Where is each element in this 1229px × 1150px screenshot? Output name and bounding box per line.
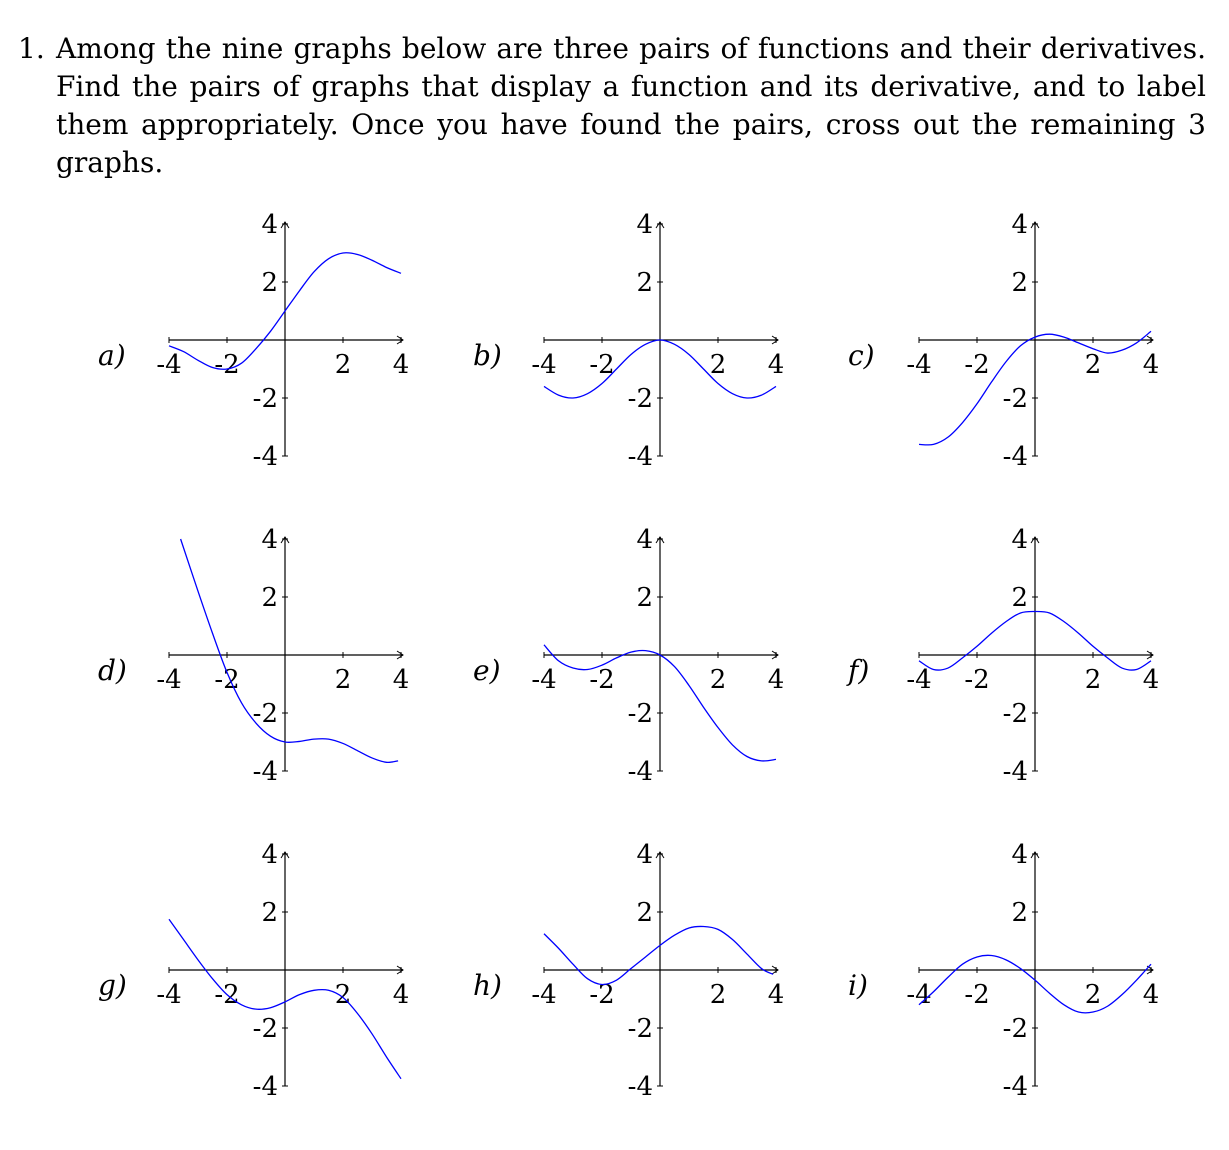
problem-text: Among the nine graphs below are three pairs of functions and their derivatives. Find the pairs of graphs that display a function and its derivative, and to label them appropriately. Once you have found the pairs, cross out the remaining 3 graphs.: [56, 32, 1206, 179]
panel-label: b): [473, 339, 502, 372]
x-tick-label: 4: [1142, 350, 1160, 380]
graph-f: [840, 515, 1170, 790]
x-tick-label: -4: [531, 350, 557, 380]
graph-c: [840, 200, 1170, 475]
x-tick-label: 4: [767, 665, 785, 695]
x-tick-label: -4: [531, 665, 557, 695]
function-curve: [544, 926, 773, 984]
graph-d: [90, 515, 420, 790]
panel-label: c): [848, 339, 875, 372]
panel-label: g): [98, 969, 127, 1002]
graph-b: [465, 200, 795, 475]
y-tick-label: 2: [636, 268, 653, 298]
y-tick-label: -2: [252, 384, 278, 414]
y-tick-label: -2: [627, 384, 653, 414]
x-tick-label: 4: [392, 665, 410, 695]
y-tick-label: -4: [1002, 757, 1028, 787]
panel-label: i): [848, 969, 868, 1002]
x-tick-label: 2: [1084, 350, 1102, 380]
y-tick-label: 4: [1011, 840, 1028, 870]
x-tick-label: -4: [906, 980, 932, 1010]
y-tick-label: 4: [1011, 210, 1028, 240]
y-tick-label: -2: [252, 699, 278, 729]
y-tick-label: 4: [636, 210, 653, 240]
x-tick-label: -2: [964, 980, 990, 1010]
y-tick-label: -4: [252, 1072, 278, 1102]
y-tick-label: 4: [636, 840, 653, 870]
y-tick-label: 2: [1011, 268, 1028, 298]
x-tick-label: 2: [1084, 980, 1102, 1010]
y-tick-label: 2: [636, 898, 653, 928]
x-tick-label: -2: [964, 350, 990, 380]
function-curve: [181, 539, 399, 762]
x-tick-label: 2: [334, 665, 352, 695]
y-tick-label: -4: [252, 757, 278, 787]
y-tick-label: 4: [261, 840, 278, 870]
panel-label: e): [473, 654, 501, 687]
y-tick-label: 4: [261, 525, 278, 555]
x-tick-label: -4: [531, 980, 557, 1010]
panel-label: f): [848, 654, 870, 687]
x-tick-label: 2: [334, 980, 352, 1010]
x-tick-label: -4: [156, 350, 182, 380]
panel-label: h): [473, 969, 502, 1002]
y-tick-label: 2: [636, 583, 653, 613]
x-tick-label: -2: [589, 980, 615, 1010]
x-tick-label: 2: [1084, 665, 1102, 695]
y-tick-label: -2: [1002, 699, 1028, 729]
x-tick-label: -2: [214, 665, 240, 695]
graph-g: [90, 830, 420, 1105]
y-tick-label: 2: [1011, 583, 1028, 613]
x-tick-label: -4: [906, 665, 932, 695]
y-tick-label: 2: [261, 898, 278, 928]
panel-label: a): [98, 339, 126, 372]
x-tick-label: -2: [589, 350, 615, 380]
x-tick-label: 4: [767, 350, 785, 380]
y-tick-label: -2: [1002, 384, 1028, 414]
x-tick-label: -2: [589, 665, 615, 695]
y-tick-label: 4: [636, 525, 653, 555]
y-tick-label: -2: [627, 1014, 653, 1044]
x-tick-label: 2: [709, 350, 727, 380]
x-tick-label: -4: [156, 665, 182, 695]
graph-a: [90, 200, 420, 475]
y-tick-label: 2: [261, 268, 278, 298]
x-tick-label: 2: [709, 980, 727, 1010]
y-tick-label: 2: [1011, 898, 1028, 928]
y-tick-label: 4: [1011, 525, 1028, 555]
x-tick-label: 2: [709, 665, 727, 695]
y-tick-label: -2: [252, 1014, 278, 1044]
y-tick-label: -4: [627, 442, 653, 472]
y-tick-label: -4: [627, 1072, 653, 1102]
x-tick-label: 4: [767, 980, 785, 1010]
x-tick-label: -2: [214, 980, 240, 1010]
x-tick-label: -4: [906, 350, 932, 380]
x-tick-label: 4: [1142, 980, 1160, 1010]
x-tick-label: 4: [1142, 665, 1160, 695]
x-tick-label: 4: [392, 350, 410, 380]
y-tick-label: -2: [627, 699, 653, 729]
y-tick-label: 4: [261, 210, 278, 240]
y-tick-label: -4: [252, 442, 278, 472]
x-tick-label: 4: [392, 980, 410, 1010]
problem-number: 1.: [18, 32, 45, 65]
x-tick-label: -4: [156, 980, 182, 1010]
y-tick-label: -2: [1002, 1014, 1028, 1044]
problem-statement: [0, 0, 1229, 179]
y-tick-label: -4: [627, 757, 653, 787]
y-tick-label: 2: [261, 583, 278, 613]
panel-label: d): [98, 654, 127, 687]
graph-h: [465, 830, 795, 1105]
x-tick-label: 2: [334, 350, 352, 380]
graph-e: [465, 515, 795, 790]
y-tick-label: -4: [1002, 442, 1028, 472]
x-tick-label: -2: [214, 350, 240, 380]
x-tick-label: -2: [964, 665, 990, 695]
graph-i: [840, 830, 1170, 1105]
y-tick-label: -4: [1002, 1072, 1028, 1102]
